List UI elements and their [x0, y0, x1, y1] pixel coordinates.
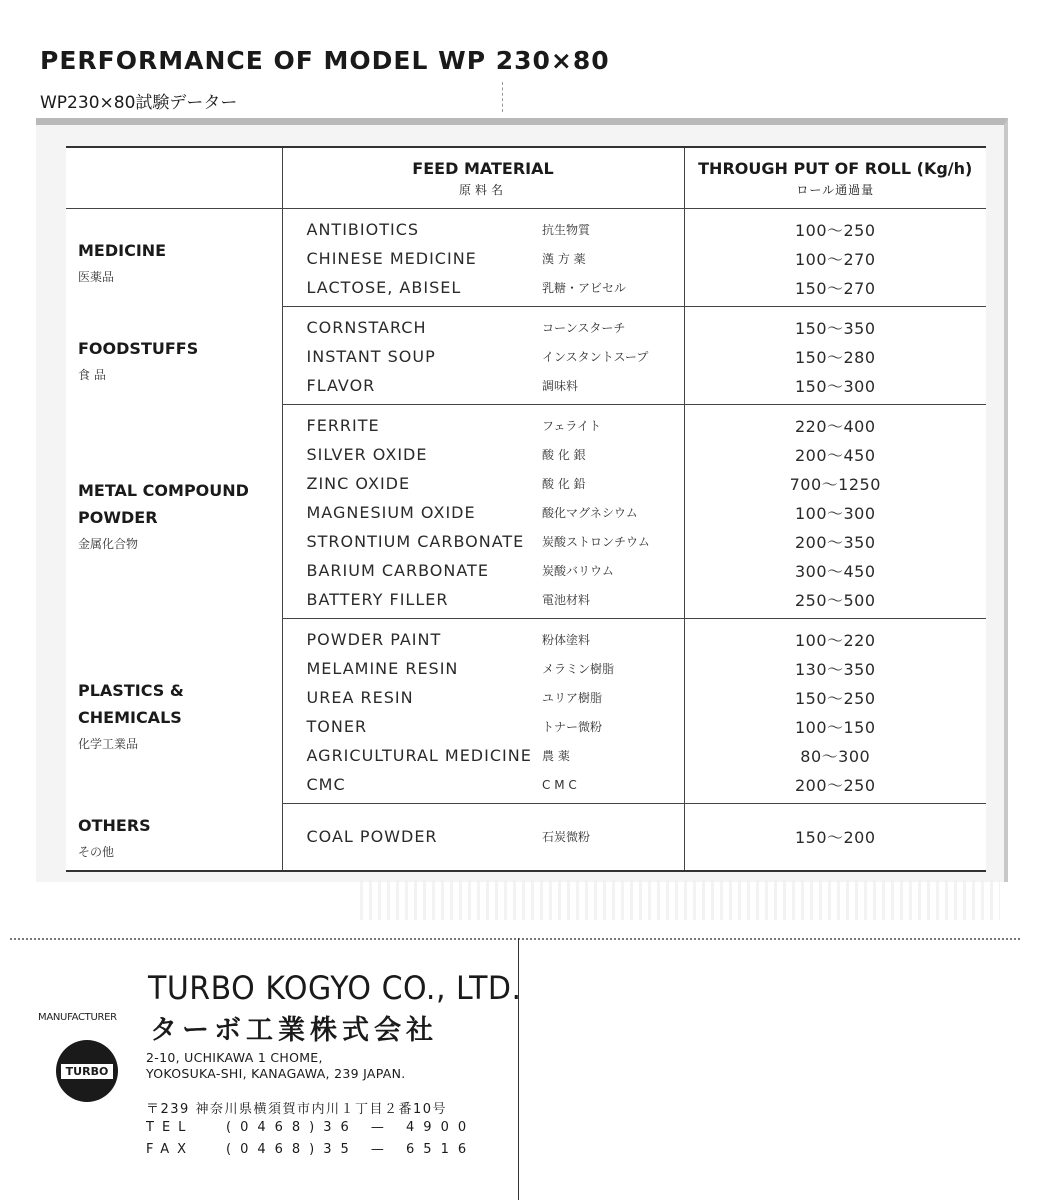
throughput-value: 250～500	[684, 585, 986, 619]
print-speckle	[360, 880, 1000, 920]
material-name: POWDER PAINT	[306, 630, 442, 649]
material-name: CORNSTARCH	[306, 318, 427, 337]
material-name: COAL POWDER	[306, 827, 438, 847]
company-name: TURBO KOGYO CO., LTD.	[148, 970, 522, 1008]
tel-number: (0468)36 — 4900	[226, 1120, 476, 1135]
registration-mark	[502, 82, 504, 112]
category-name-jp: 食 品	[78, 367, 106, 382]
throughput-value: 100～270	[794, 250, 876, 269]
material-name: INSTANT SOUP	[306, 347, 436, 366]
material-name-jp: 粉体塗料	[534, 619, 684, 655]
category-name: PLASTICS & CHEMICALS	[78, 680, 184, 727]
table-row	[66, 209, 986, 245]
material-name: AGRICULTURAL MEDICINE	[306, 746, 532, 765]
category-name: MEDICINE	[78, 240, 167, 260]
throughput-value: 200～250	[684, 770, 986, 804]
material-name-jp: 石炭微粉	[534, 804, 684, 871]
material-name: MELAMINE RESIN	[306, 659, 459, 678]
material-name-jp: インスタントスープ	[534, 342, 684, 371]
throughput-value: 150～250	[794, 689, 876, 708]
performance-table	[66, 146, 986, 872]
throughput-value: 130～350	[794, 660, 876, 679]
section-divider-horizontal	[10, 938, 1020, 940]
throughput-value: 100～300	[794, 504, 876, 523]
category-name: OTHERS	[78, 815, 151, 835]
material-name-jp: 農 薬	[534, 741, 684, 770]
material-name-jp: 調味料	[534, 371, 684, 405]
material-name-jp: 炭酸ストロンチウム	[534, 527, 684, 556]
throughput-value: 150～300	[684, 371, 986, 405]
category-name-jp: 金属化合物	[78, 537, 139, 551]
material-name-jp: ユリア樹脂	[534, 683, 684, 712]
material-name: LACTOSE, ABISEL	[282, 273, 534, 307]
material-name: FERRITE	[306, 416, 380, 435]
category-cell	[66, 209, 282, 307]
material-name: FLAVOR	[282, 371, 534, 405]
header-category-blank	[66, 147, 282, 209]
category-name-jp: 化学工業品	[78, 736, 139, 751]
material-name-jp: トナー微粉	[534, 712, 684, 741]
category-name-jp: 医薬品	[78, 269, 115, 284]
material-name-jp: 乳糖・アビセル	[534, 273, 684, 307]
throughput-value: 100～220	[794, 631, 876, 650]
throughput-value: 150～200	[794, 828, 876, 848]
throughput-value: 150～270	[684, 273, 986, 307]
throughput-value: 300～450	[794, 562, 876, 581]
material-name-jp: C M C	[534, 770, 684, 804]
throughput-value: 150～280	[794, 348, 876, 367]
manufacturer-label: MANUFACTURER	[38, 1012, 117, 1023]
throughput-value: 200～350	[794, 533, 876, 552]
tel-label: TEL	[146, 1120, 194, 1135]
throughput-value: 100～250	[794, 221, 876, 240]
throughput-value: 200～450	[794, 446, 876, 465]
table-header-row	[66, 147, 986, 209]
table-row	[66, 619, 986, 655]
material-name: UREA RESIN	[306, 688, 414, 707]
throughput-value: 100～150	[794, 718, 876, 737]
page-subtitle-jp: WP230×80試験データー	[40, 93, 238, 113]
material-name-jp: 酸化マグネシウム	[534, 498, 684, 527]
throughput-value: 80～300	[800, 747, 871, 766]
table-row	[66, 405, 986, 441]
logo-text: TURBO	[61, 1064, 113, 1079]
material-name-jp: メラミン樹脂	[534, 654, 684, 683]
material-name-jp: 酸 化 鉛	[534, 469, 684, 498]
company-address	[146, 1050, 406, 1082]
header-throughput	[684, 147, 986, 209]
material-name: ZINC OXIDE	[306, 474, 411, 493]
material-name: STRONTIUM CARBONATE	[306, 532, 525, 551]
header-feed-material-jp: 原料名	[458, 182, 507, 197]
material-name: ANTIBIOTICS	[306, 220, 420, 239]
material-name-jp: 炭酸バリウム	[534, 556, 684, 585]
fax-label: FAX	[146, 1142, 195, 1157]
fax-line	[146, 1139, 475, 1161]
category-cell	[66, 804, 282, 871]
throughput-value: 220～400	[794, 417, 876, 436]
header-feed-material-en: FEED MATERIAL	[412, 158, 554, 178]
turbo-logo	[56, 1040, 118, 1102]
contact-block	[146, 1117, 475, 1161]
category-cell	[66, 405, 282, 619]
material-name-jp: コーンスターチ	[534, 307, 684, 343]
page-title: PERFORMANCE OF MODEL WP 230×80	[40, 46, 610, 75]
throughput-value: 700～1250	[789, 475, 881, 494]
material-name-jp: 抗生物質	[534, 209, 684, 245]
category-cell	[66, 619, 282, 804]
fax-number: (0468)35 — 6516	[226, 1142, 476, 1157]
address-line-1: 2-10, UCHIKAWA 1 CHOME,	[146, 1050, 323, 1065]
throughput-value: 150～350	[794, 319, 876, 338]
tel-line	[146, 1117, 475, 1139]
header-throughput-en: THROUGH PUT OF ROLL (Kg/h)	[698, 158, 973, 178]
material-name: MAGNESIUM OXIDE	[306, 503, 476, 522]
category-cell	[66, 307, 282, 405]
category-name-jp: その他	[78, 844, 115, 859]
material-name: CHINESE MEDICINE	[306, 249, 477, 268]
company-address-jp: 〒239 神奈川県横須賀市内川１丁目２番10号	[146, 1102, 447, 1117]
material-name: BARIUM CARBONATE	[306, 561, 489, 580]
material-name: BATTERY FILLER	[282, 585, 534, 619]
header-feed-material	[282, 147, 684, 209]
table-row	[66, 804, 986, 871]
header-throughput-jp: ロール通過量	[796, 182, 875, 197]
material-name: CMC	[282, 770, 534, 804]
material-name: TONER	[306, 717, 368, 736]
category-name: FOODSTUFFS	[78, 338, 199, 358]
material-name-jp: 電池材料	[534, 585, 684, 619]
company-name-jp: ターボ工業株式会社	[150, 1015, 438, 1046]
material-name-jp: 漢 方 薬	[534, 244, 684, 273]
address-line-2: YOKOSUKA-SHI, KANAGAWA, 239 JAPAN.	[146, 1066, 406, 1081]
material-name-jp: フェライト	[534, 405, 684, 441]
category-name: METAL COMPOUND POWDER	[78, 481, 249, 527]
table-row	[66, 307, 986, 343]
material-name-jp: 酸 化 銀	[534, 440, 684, 469]
material-name: SILVER OXIDE	[306, 445, 428, 464]
